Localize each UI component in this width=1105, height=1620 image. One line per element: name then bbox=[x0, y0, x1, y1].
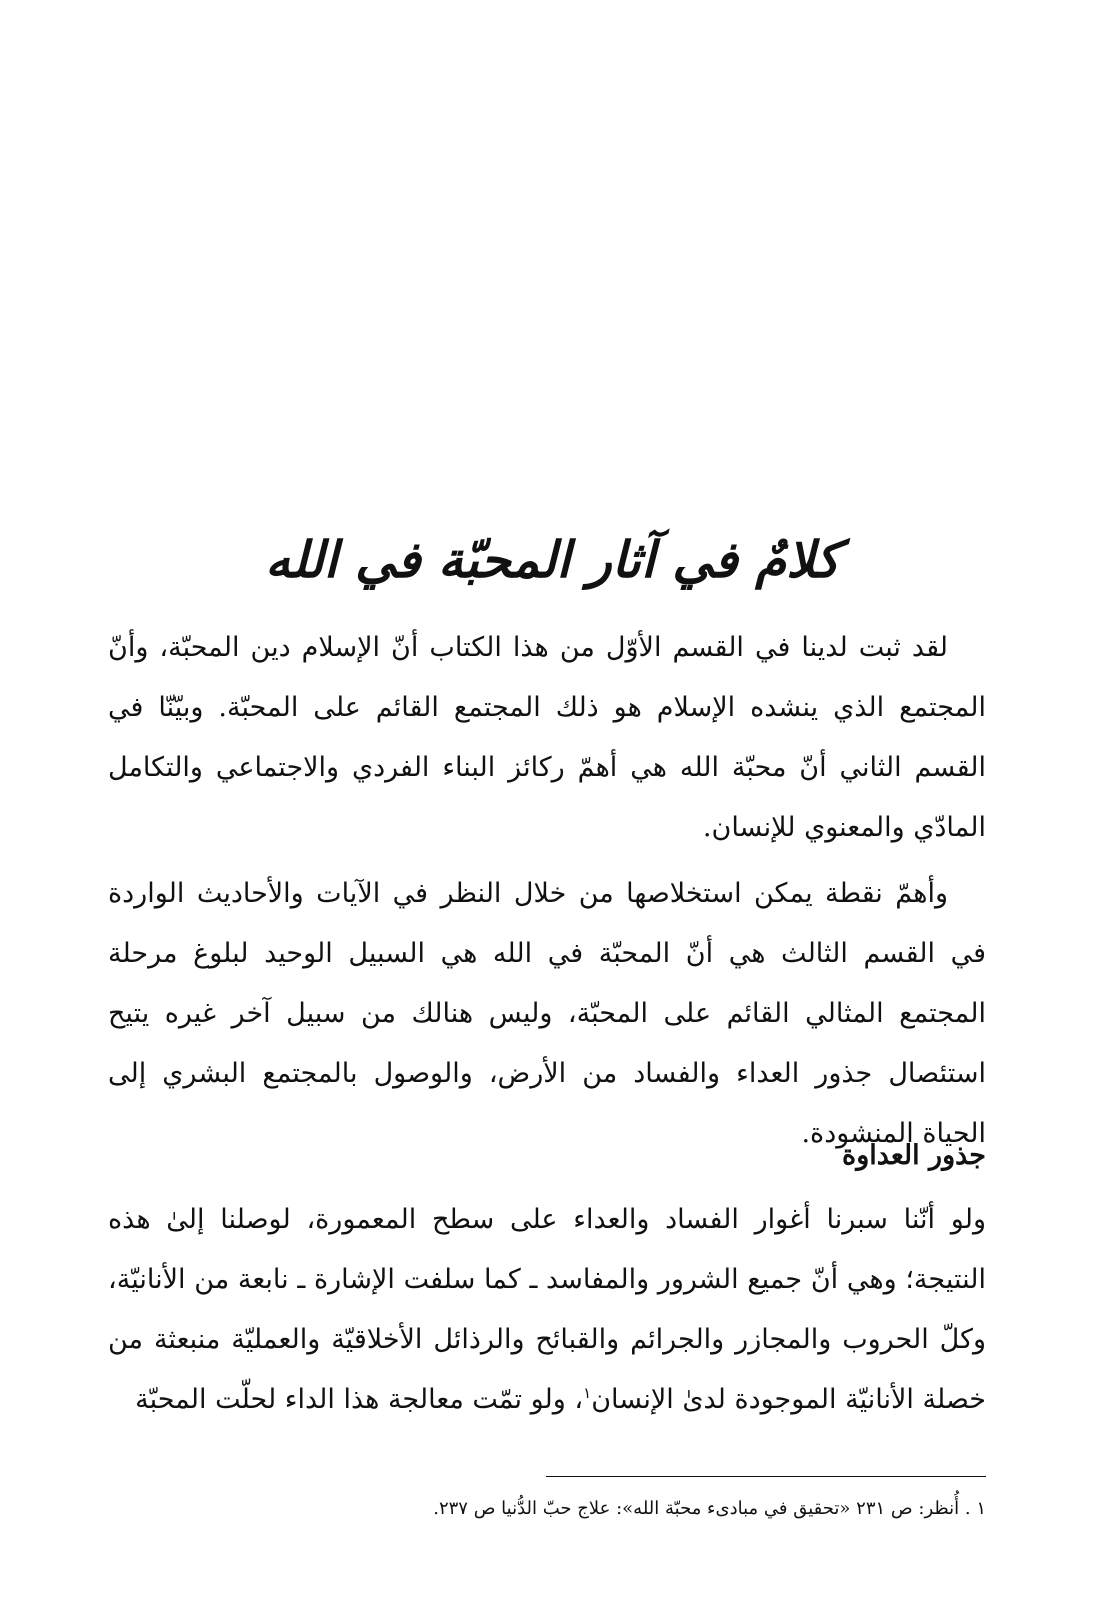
third-paragraph bbox=[108, 1190, 986, 1430]
third-paragraph-text: ولو أنّنا سبرنا أغوار الفساد والعداء على سطح المعمورة، لوصلنا إلىٰ هذه النتيجة؛ وهي أنّ جميع الشرور والمفاسد ـ كما سلفت الإشارة ـ نابعة من الأنانيّة، وكلّ الحروب والمجازر والجرائم والقبائح والرذائل الأخلاقيّة والعمليّة منبعثة من خصلة الأنانيّة الموجودة لدىٰ الإنسان bbox=[108, 1204, 986, 1415]
section-heading: جذور العداوة bbox=[842, 1140, 986, 1171]
intro-paragraph: لقد ثبت لدينا في القسم الأوّل من هذا الكتاب أنّ الإسلام دين المحبّة، وأنّ المجتمع الذي ينشده الإسلام هو ذلك المجتمع القائم على المحبّة. وبيّنّا في القسم الثاني أنّ محبّة الله هي أهمّ ركائز البناء الفردي والاجتماعي والتكامل المادّي والمعنوي للإنسان. bbox=[108, 632, 986, 843]
footnote: ١ . أُنظر: ص ٢٣١ «تحقيق في مبادىء محبّة الله»: علاج حبّ الدُّنيا ص ٢٣٧. bbox=[433, 1498, 986, 1519]
chapter-title: كلامٌ في آثار المحبّة في الله bbox=[265, 530, 840, 589]
footnote-divider bbox=[546, 1476, 986, 1477]
second-paragraph: وأهمّ نقطة يمكن استخلاصها من خلال النظر في الآيات والأحاديث الواردة في القسم الثالث هي أنّ المحبّة في الله هي السبيل الوحيد لبلوغ مرحلة المجتمع المثالي القائم على المحبّة، وليس هنالك من سبيل آخر غيره يتيح استئصال جذور العداء والفساد من الأرض، والوصول بالمجتمع البشري إلى الحياة المنشودة. bbox=[108, 878, 986, 1149]
intro-paragraph-block bbox=[108, 618, 986, 858]
second-paragraph-block bbox=[108, 864, 986, 1164]
third-paragraph-block bbox=[108, 1190, 986, 1430]
third-paragraph-continuation: ، ولو تمّت معالجة هذا الداء لحلّت المحبّة bbox=[135, 1384, 584, 1415]
footnote-marker: ١ bbox=[583, 1384, 592, 1402]
